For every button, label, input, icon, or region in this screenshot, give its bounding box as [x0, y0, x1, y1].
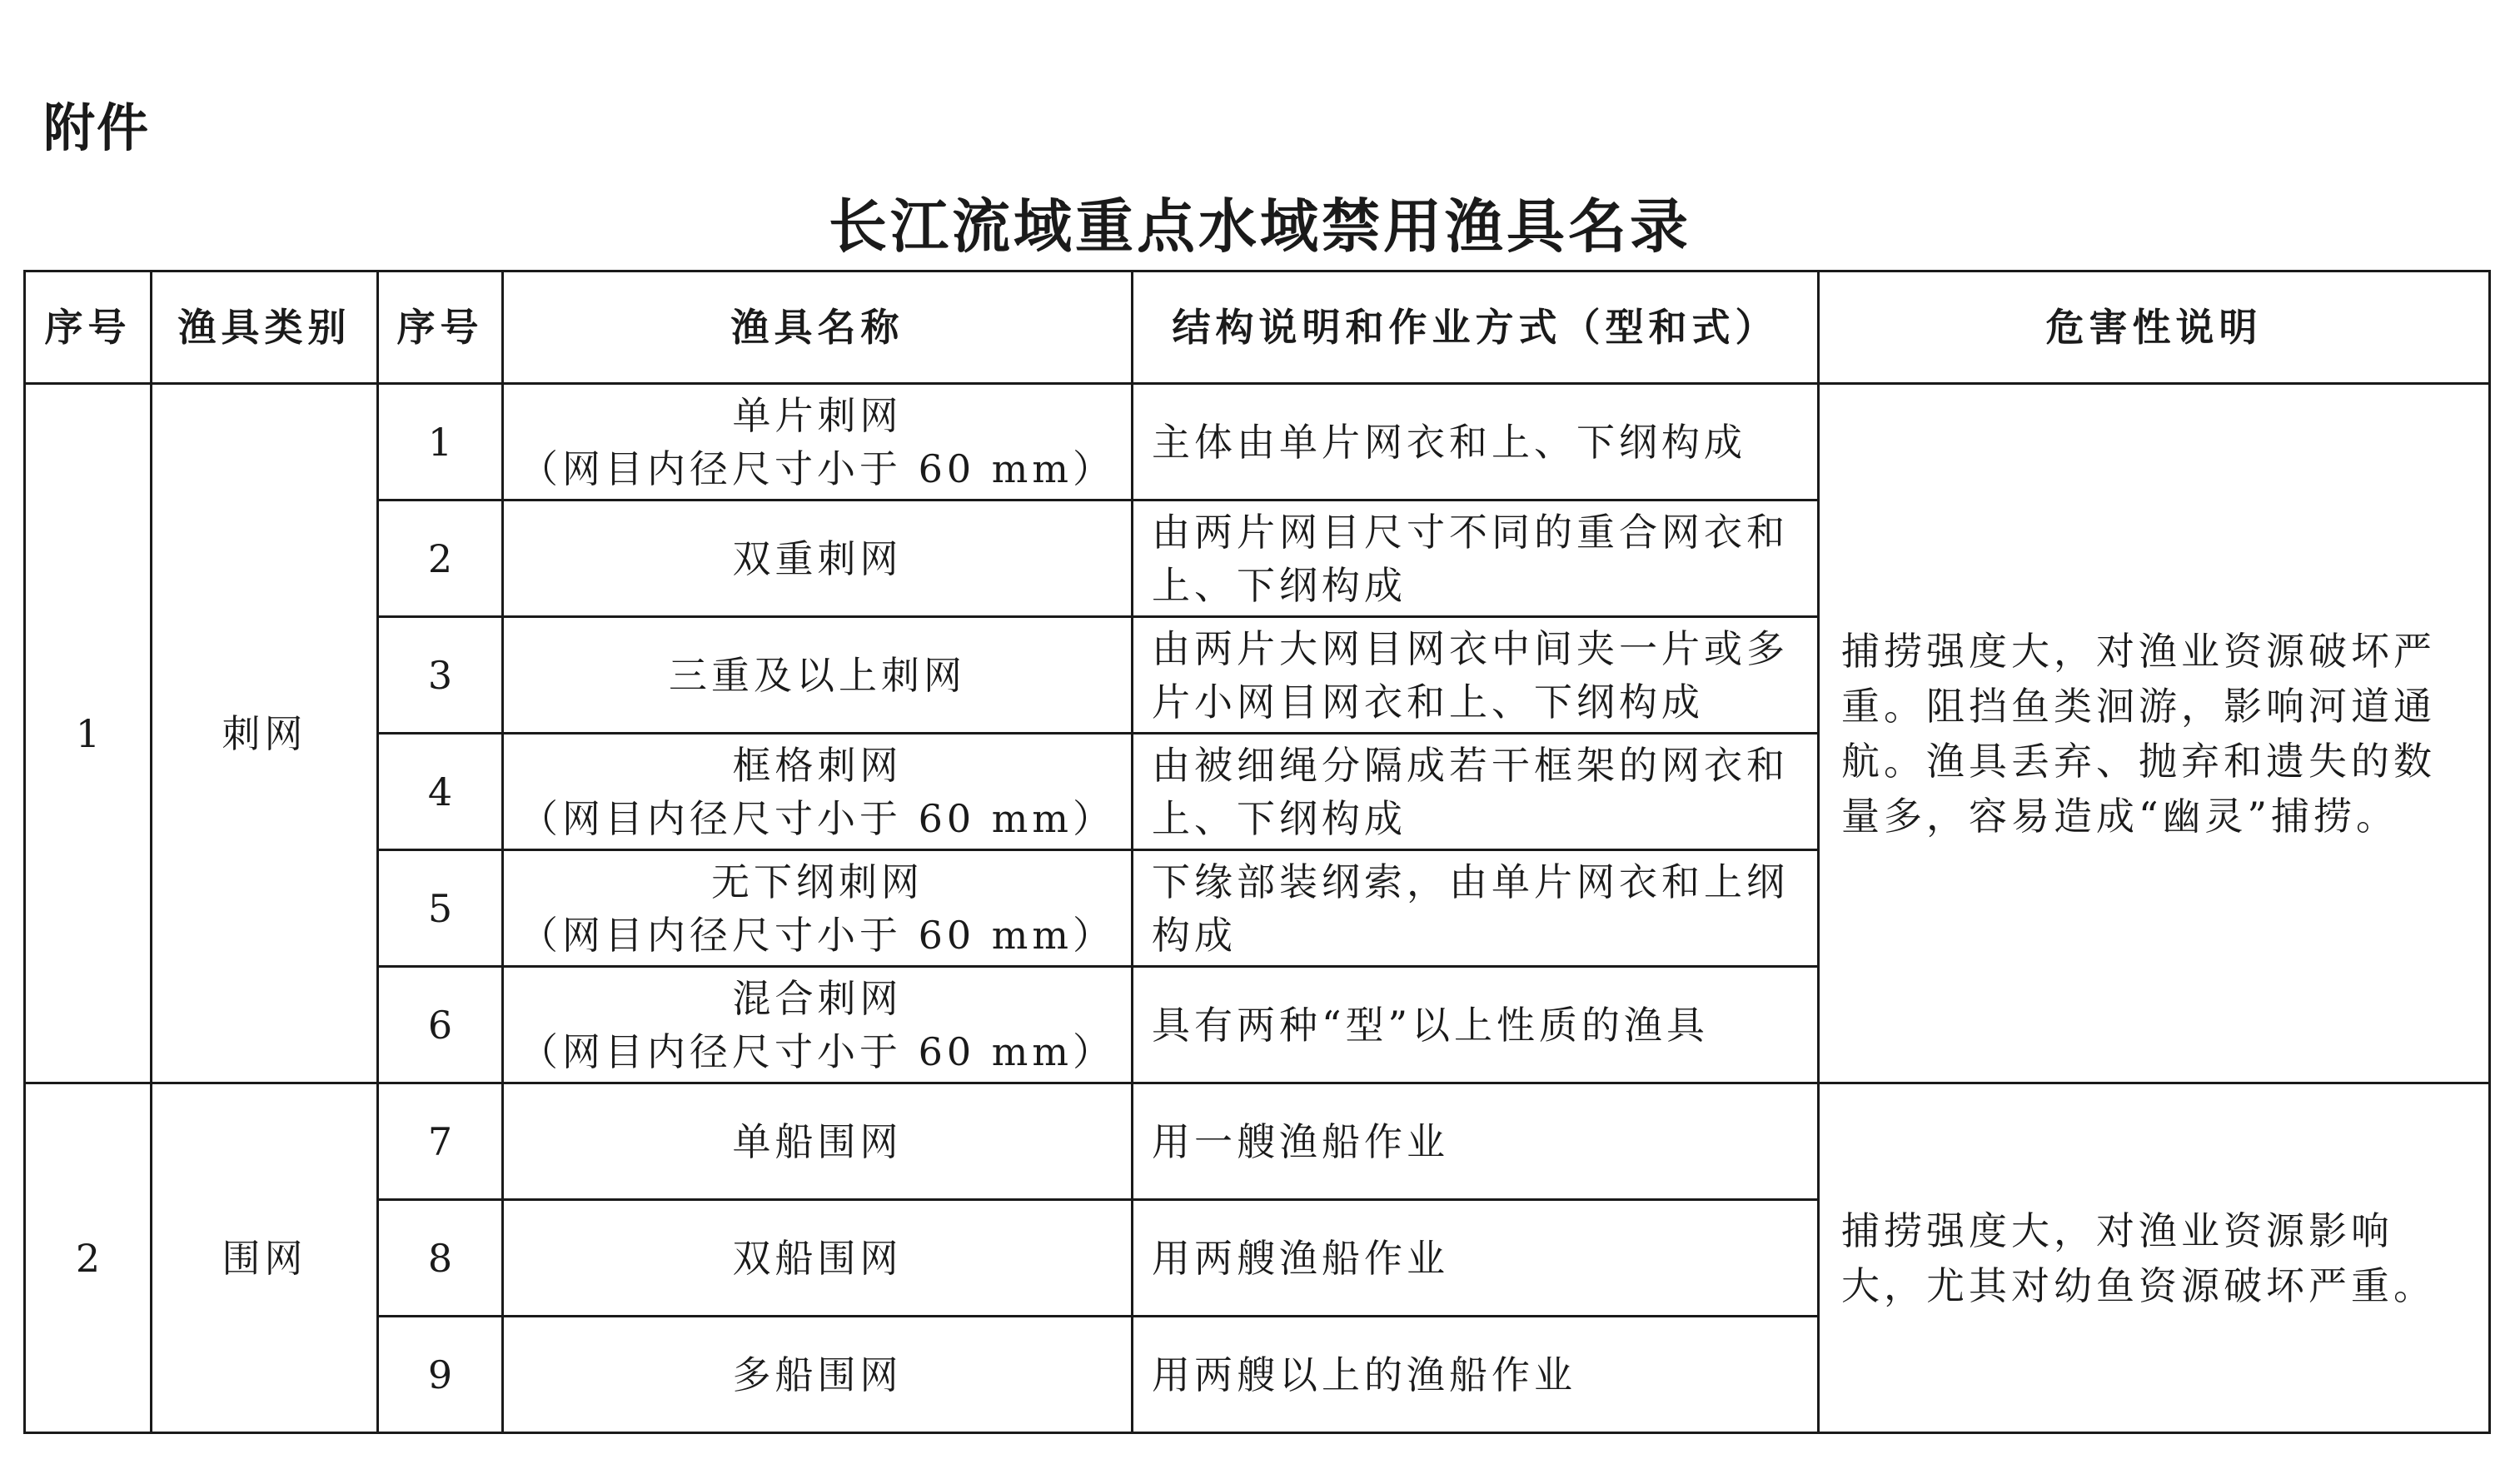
gear-name-cell: [503, 850, 1133, 967]
gear-name-cell: [503, 734, 1133, 850]
item-no: 9: [378, 1317, 503, 1433]
gear-table: [23, 270, 2491, 1434]
attachment-label: 附件: [43, 97, 151, 158]
harm-description: 捕捞强度大，对渔业资源破坏严重。阻挡鱼类洄游，影响河道通航。渔具丢弃、抛弃和遗失的数量多，容易造成“幽灵”捕捞。: [1819, 384, 2490, 1083]
gear-name-cell: [503, 500, 1133, 617]
item-no: 3: [378, 617, 503, 734]
header-harm: 危害性说明: [1819, 271, 2490, 384]
item-no: 1: [378, 384, 503, 500]
gear-name-cell: [503, 1317, 1133, 1433]
structure-description: 主体由单片网衣和上、下纲构成: [1133, 384, 1819, 500]
structure-description: 具有两种“型”以上性质的渔具: [1133, 967, 1819, 1083]
gear-name: 多船围网: [732, 1352, 903, 1397]
gear-name: 单片刺网: [732, 392, 903, 438]
item-no: 8: [378, 1200, 503, 1317]
gear-name-cell: [503, 384, 1133, 500]
gear-name: 双船围网: [732, 1235, 903, 1281]
structure-description: 由被细绳分隔成若干框架的网衣和上、下纲构成: [1133, 734, 1819, 850]
group-no: 2: [25, 1083, 152, 1433]
structure-description: 下缘部装纲索，由单片网衣和上纲构成: [1133, 850, 1819, 967]
structure-description: 由两片大网目网衣中间夹一片或多片小网目网衣和上、下纲构成: [1133, 617, 1819, 734]
harm-description: 捕捞强度大，对渔业资源影响大，尤其对幼鱼资源破坏严重。: [1819, 1083, 2490, 1433]
gear-name: 无下纲刺网: [711, 859, 924, 904]
header-structure: 结构说明和作业方式（型和式）: [1133, 271, 1819, 384]
document-title: 长江流域重点水域禁用渔具名录: [829, 192, 1691, 261]
header-group-no: 序号: [25, 271, 152, 384]
gear-name-note: （网目内径尺寸小于 60 mm）: [519, 446, 1115, 491]
group-no: 1: [25, 384, 152, 1083]
gear-name-cell: [503, 617, 1133, 734]
gear-name-note: （网目内径尺寸小于 60 mm）: [519, 912, 1115, 958]
structure-description: 用一艘渔船作业: [1133, 1083, 1819, 1200]
structure-description: 由两片网目尺寸不同的重合网衣和上、下纲构成: [1133, 500, 1819, 617]
gear-name: 混合刺网: [732, 975, 903, 1021]
gear-name: 框格刺网: [732, 742, 903, 788]
item-no: 4: [378, 734, 503, 850]
gear-category: 围网: [152, 1083, 378, 1433]
gear-name-cell: [503, 1200, 1133, 1317]
structure-description: 用两艘渔船作业: [1133, 1200, 1819, 1317]
header-category: 渔具类别: [152, 271, 378, 384]
header-item-no: 序号: [378, 271, 503, 384]
gear-name: 三重及以上刺网: [669, 652, 966, 698]
item-no: 2: [378, 500, 503, 617]
header-row: [25, 271, 2490, 384]
gear-name: 双重刺网: [732, 535, 903, 581]
table-row: [25, 1083, 2490, 1200]
gear-category: 刺网: [152, 384, 378, 1083]
item-no: 6: [378, 967, 503, 1083]
item-no: 5: [378, 850, 503, 967]
header-gear-name: 渔具名称: [503, 271, 1133, 384]
gear-name: 单船围网: [732, 1118, 903, 1164]
gear-name-cell: [503, 967, 1133, 1083]
item-no: 7: [378, 1083, 503, 1200]
structure-description: 用两艘以上的渔船作业: [1133, 1317, 1819, 1433]
gear-name-note: （网目内径尺寸小于 60 mm）: [519, 1028, 1115, 1074]
table-row: [25, 384, 2490, 500]
gear-name-cell: [503, 1083, 1133, 1200]
gear-name-note: （网目内径尺寸小于 60 mm）: [519, 795, 1115, 841]
